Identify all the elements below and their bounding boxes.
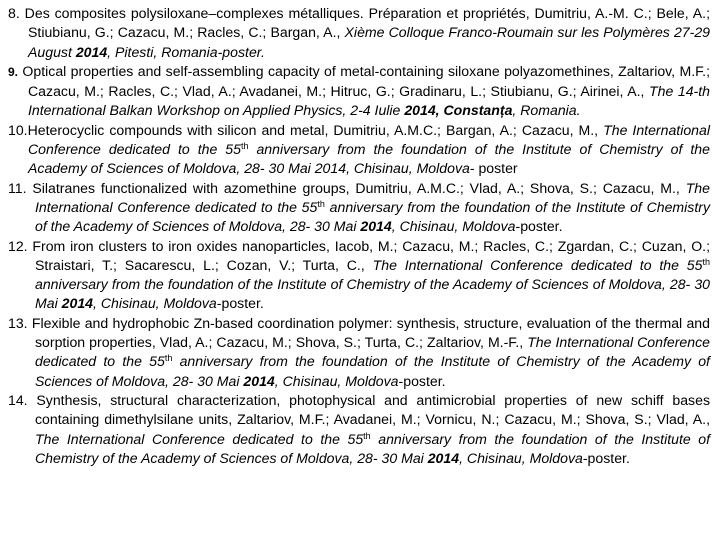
entry-conference: The International Conference dedicated to the 55 bbox=[35, 334, 710, 370]
publication-entry-14 bbox=[8, 391, 710, 468]
entry-title-authors: Heterocyclic compounds with silicon and metal, Dumitriu, A.M.C.; Bargan, A.; Cazacu, M., bbox=[27, 121, 599, 138]
entry-conference-cont: anniversary from the foundation of the Institute of Chemistry of the Academy of Sciences of Moldova, 28- 30 Mai 2014, Chisinau, Moldova bbox=[28, 141, 710, 177]
publication-entry-12 bbox=[8, 237, 710, 314]
entry-conference: The International Conference dedicated to the 55 bbox=[372, 256, 703, 273]
entry-year: 2014 bbox=[75, 43, 108, 60]
entry-title-authors: From iron clusters to iron oxides nanoparticles, Iacob, M.; Cazacu, M.; Racles, C.; Zgardan, C.; Cuzan, O.; Straistari, T.; Sacarescu, L.; Cozan, V.; Turta, C., bbox=[32, 237, 710, 273]
entry-location: , Chisinau, Moldova bbox=[391, 218, 516, 235]
publication-entry-10 bbox=[8, 121, 710, 179]
entry-type: -poster. bbox=[216, 295, 264, 312]
entry-location: , Pitesti, Romania-poster. bbox=[107, 43, 265, 60]
entry-conference-cont: anniversary from the foundation of the Institute of Chemistry of the Academy of Sciences of Moldova, 28- 30 Mai bbox=[35, 198, 711, 235]
entry-type: -poster. bbox=[398, 372, 446, 389]
entry-conference-cont: anniversary from the foundation of the Institute of Chemistry of the Academy of Sciences of Moldova, 28- 30 Mai bbox=[35, 353, 710, 389]
entry-conference: The International Conference dedicated to the 55 bbox=[28, 121, 710, 158]
publication-entry-11 bbox=[8, 179, 710, 237]
entry-type: - poster bbox=[469, 160, 518, 177]
entry-title-authors: Flexible and hydrophobic Zn-based coordination polymer: synthesis, structure, evaluation of the thermal and sorption properties, Vlad, A.; Cazacu, M.; Shova, S.; Turta, C.; Zaltariov, M.-F., bbox=[31, 314, 710, 351]
entry-title-authors: Silatranes functionalized with azomethine groups, Dumitriu, A.M.C.; Vlad, A.; Shova, S.; Cazacu, M., bbox=[32, 179, 680, 196]
entry-ordinal-suffix: th bbox=[164, 353, 173, 364]
entry-number: 8. bbox=[8, 5, 20, 21]
entry-location: , Chisinau, Moldova bbox=[274, 372, 399, 389]
publication-entry-9 bbox=[8, 62, 710, 121]
entry-number: 12. bbox=[8, 237, 28, 254]
entry-ordinal-suffix: th bbox=[363, 430, 371, 441]
entry-ordinal-suffix: th bbox=[317, 198, 325, 209]
entry-conference-cont: anniversary from the foundation of the Institute of Chemistry of the Academy of Sciences of Moldova, 28- 30 Mai bbox=[35, 430, 711, 466]
entry-location: , Chisinau, Moldova bbox=[93, 295, 217, 312]
entry-number: 13. bbox=[8, 314, 28, 331]
entry-year: 2014 bbox=[427, 449, 460, 466]
entry-type: -poster. bbox=[515, 218, 563, 235]
entry-ordinal-suffix: th bbox=[702, 256, 710, 267]
entry-title-authors: Des composites polysiloxane–complexes métalliques. Préparation et propriétés, Dumitriu, A.-M. C.; Bele, A.; Stiubianu, G.; Cazacu, M.; Racles, C.; Bargan, A., bbox=[24, 5, 710, 41]
entry-conference-cont: anniversary from the foundation of the Institute of Chemistry of the Academy of Sciences of Moldova, 28- 30 Mai bbox=[35, 276, 710, 312]
entry-type: -poster. bbox=[582, 449, 630, 466]
entry-year: 2014 bbox=[61, 295, 93, 312]
entry-location: , Romania. bbox=[512, 102, 581, 119]
entry-number: 10. bbox=[8, 121, 28, 138]
entry-title-authors: Optical properties and self-assembling capacity of metal-containing siloxane polyazomethines, Zaltariov, M.F.; Cazacu, M.; Racles, C.; Vlad, A.; Avadanei, M.; Hitruc, G.; Gradinaru, L.; Stiubianu, G.; Airinei, A., bbox=[22, 62, 711, 100]
entry-number: 9. bbox=[8, 64, 19, 79]
entry-ordinal-suffix: th bbox=[240, 141, 249, 152]
entry-conference: The International Conference dedicated to the 55 bbox=[35, 179, 710, 215]
publication-entry-13 bbox=[8, 314, 710, 391]
entry-number: 14. bbox=[8, 391, 28, 408]
entry-conference: The International Conference dedicated to the 55 bbox=[35, 430, 364, 447]
entry-title-authors: Synthesis, structural characterization, photophysical and antimicrobial properties of new schiff bases containing dimethylsilane units, Zaltariov, M.F.; Avadanei, M.; Vornicu, N.; Cazacu, M.; Shova, S.; Vlad, A., bbox=[35, 391, 710, 428]
entry-year: 2014 bbox=[360, 218, 392, 235]
entry-number: 11. bbox=[8, 179, 27, 196]
entry-year: 2014 bbox=[243, 372, 275, 389]
publication-entry-8 bbox=[8, 4, 710, 62]
entry-location: , Chisinau, Moldova bbox=[459, 449, 583, 466]
entry-conference: Xième Colloque Franco-Roumain sur les Polymères 27-29 August bbox=[28, 24, 710, 60]
entry-conference: The 14-th International Balkan Workshop on Applied Physics, 2-4 Iulie bbox=[28, 83, 710, 119]
entry-year: 2014, Constanța bbox=[404, 102, 513, 119]
